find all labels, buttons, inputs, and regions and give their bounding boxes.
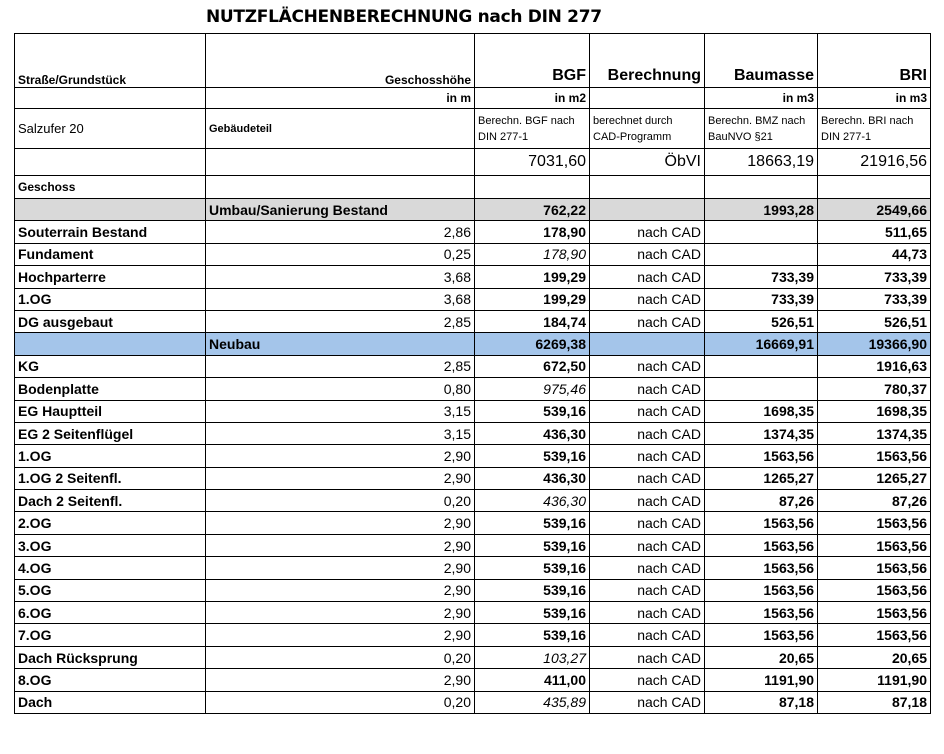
floor-bgf: 199,29: [475, 288, 590, 310]
group-empty: [15, 333, 206, 355]
floor-name: Fundament: [15, 243, 206, 265]
floor-name: 1.OG 2 Seitenfl.: [15, 467, 206, 489]
gebaeudeteil-label: Gebäudeteil: [206, 109, 475, 149]
floor-bri: 1563,56: [818, 602, 931, 624]
notes-row: [15, 109, 931, 149]
table-row: [15, 490, 931, 512]
floor-baumasse: 1563,56: [705, 579, 818, 601]
floor-name: DG ausgebaut: [15, 310, 206, 332]
address: Salzufer 20: [15, 109, 206, 149]
floor-height: 2,86: [206, 221, 475, 243]
table-row: [15, 378, 931, 400]
floor-berechnung: nach CAD: [590, 579, 705, 601]
floor-berechnung: nach CAD: [590, 445, 705, 467]
floor-baumasse: [705, 378, 818, 400]
floor-height: 2,90: [206, 534, 475, 556]
floor-bgf: 539,16: [475, 400, 590, 422]
floor-berechnung: nach CAD: [590, 602, 705, 624]
floor-height: 0,20: [206, 691, 475, 713]
floor-bri: 1563,56: [818, 624, 931, 646]
floor-berechnung: nach CAD: [590, 221, 705, 243]
table-row: [15, 602, 931, 624]
header-bgf: BGF: [475, 34, 590, 88]
floor-baumasse: 1191,90: [705, 669, 818, 691]
floor-name: 5.OG: [15, 579, 206, 601]
note-bgf: Berechn. BGF nach DIN 277-1: [475, 109, 590, 149]
floor-bri: 733,39: [818, 288, 931, 310]
floor-berechnung: nach CAD: [590, 467, 705, 489]
floor-height: 0,20: [206, 490, 475, 512]
table-row: [15, 355, 931, 377]
floor-berechnung: nach CAD: [590, 512, 705, 534]
floor-bri: 1563,56: [818, 512, 931, 534]
group-bgf: 762,22: [475, 199, 590, 221]
floor-berechnung: nach CAD: [590, 534, 705, 556]
page-title: NUTZFLÄCHENBERECHNUNG nach DIN 277: [206, 7, 602, 27]
floor-height: 2,85: [206, 310, 475, 332]
floor-berechnung: nach CAD: [590, 669, 705, 691]
floor-baumasse: 1698,35: [705, 400, 818, 422]
floor-height: 2,90: [206, 467, 475, 489]
group-name: Umbau/Sanierung Bestand: [206, 199, 475, 221]
floor-name: Dach Rücksprung: [15, 646, 206, 668]
floor-berechnung: nach CAD: [590, 624, 705, 646]
total-baumasse: 18663,19: [705, 149, 818, 176]
unit-hoehe: in m: [206, 88, 475, 109]
floor-berechnung: nach CAD: [590, 557, 705, 579]
floor-berechnung: nach CAD: [590, 490, 705, 512]
total-bgf: 7031,60: [475, 149, 590, 176]
floor-height: 0,80: [206, 378, 475, 400]
group-berechnung-empty: [590, 199, 705, 221]
floor-name: Dach: [15, 691, 206, 713]
floor-bri: 1563,56: [818, 579, 931, 601]
note-baumasse: Berechn. BMZ nach BauNVO §21: [705, 109, 818, 149]
floor-baumasse: 1563,56: [705, 512, 818, 534]
floor-berechnung: nach CAD: [590, 400, 705, 422]
table-row: [15, 534, 931, 556]
floor-bri: 1191,90: [818, 669, 931, 691]
floor-baumasse: [705, 221, 818, 243]
group-berechnung-empty: [590, 333, 705, 355]
floor-bgf: 199,29: [475, 266, 590, 288]
floor-baumasse: 20,65: [705, 646, 818, 668]
totals-empty-1: [15, 149, 206, 176]
total-berechnung: ÖbVI: [590, 149, 705, 176]
table-row: [15, 288, 931, 310]
floor-height: 2,90: [206, 557, 475, 579]
unit-berechnung-empty: [590, 88, 705, 109]
header-baumasse: Baumasse: [705, 34, 818, 88]
floor-bri: 1563,56: [818, 557, 931, 579]
total-bri: 21916,56: [818, 149, 931, 176]
floor-bgf: 539,16: [475, 512, 590, 534]
floor-berechnung: nach CAD: [590, 355, 705, 377]
table-row: [15, 624, 931, 646]
table-row: [15, 691, 931, 713]
floor-height: 3,15: [206, 422, 475, 444]
floor-baumasse: 1265,27: [705, 467, 818, 489]
floor-berechnung: nach CAD: [590, 422, 705, 444]
floor-bri: 1698,35: [818, 400, 931, 422]
floor-baumasse: 1563,56: [705, 557, 818, 579]
floor-baumasse: 87,26: [705, 490, 818, 512]
note-bri: Berechn. BRI nach DIN 277-1: [818, 109, 931, 149]
group-baumasse: 1993,28: [705, 199, 818, 221]
header-bri: BRI: [818, 34, 931, 88]
floor-bgf: 436,30: [475, 422, 590, 444]
units-row: [15, 88, 931, 109]
geschoss-empty-3: [590, 176, 705, 199]
floor-bri: 44,73: [818, 243, 931, 265]
table-row: [15, 221, 931, 243]
area-calculation-table: [14, 33, 931, 714]
floor-bgf: 975,46: [475, 378, 590, 400]
floor-bgf: 184,74: [475, 310, 590, 332]
totals-empty-2: [206, 149, 475, 176]
floor-bri: 511,65: [818, 221, 931, 243]
floor-name: EG 2 Seitenflügel: [15, 422, 206, 444]
floor-berechnung: nach CAD: [590, 266, 705, 288]
header-geschosshoehe: Geschosshöhe: [206, 34, 475, 88]
floor-bgf: 103,27: [475, 646, 590, 668]
floor-bgf: 539,16: [475, 602, 590, 624]
table-row: [15, 310, 931, 332]
table-row: [15, 646, 931, 668]
floor-bgf: 539,16: [475, 579, 590, 601]
floor-height: 2,90: [206, 602, 475, 624]
floor-berechnung: nach CAD: [590, 691, 705, 713]
floor-height: 3,68: [206, 288, 475, 310]
floor-bri: 1374,35: [818, 422, 931, 444]
floor-bgf: 672,50: [475, 355, 590, 377]
floor-height: 0,25: [206, 243, 475, 265]
table-row: [15, 467, 931, 489]
floor-name: 8.OG: [15, 669, 206, 691]
floor-name: 7.OG: [15, 624, 206, 646]
floor-bri: 1916,63: [818, 355, 931, 377]
floor-height: 2,90: [206, 624, 475, 646]
floor-bri: 87,26: [818, 490, 931, 512]
floor-baumasse: 733,39: [705, 266, 818, 288]
floor-baumasse: 1374,35: [705, 422, 818, 444]
floor-height: 2,90: [206, 445, 475, 467]
floor-berechnung: nach CAD: [590, 378, 705, 400]
geschoss-empty-5: [818, 176, 931, 199]
table-row: [15, 243, 931, 265]
floor-bgf: 539,16: [475, 624, 590, 646]
floor-name: 3.OG: [15, 534, 206, 556]
geschoss-empty-1: [206, 176, 475, 199]
floor-berechnung: nach CAD: [590, 288, 705, 310]
header-strasse: Straße/Grundstück: [15, 34, 206, 88]
group-bgf: 6269,38: [475, 333, 590, 355]
floor-baumasse: 733,39: [705, 288, 818, 310]
floor-name: 2.OG: [15, 512, 206, 534]
floor-bgf: 436,30: [475, 490, 590, 512]
floor-name: 1.OG: [15, 445, 206, 467]
geschoss-label: Geschoss: [15, 176, 206, 199]
header-row: [15, 34, 931, 88]
floor-bgf: 436,30: [475, 467, 590, 489]
floor-height: 0,20: [206, 646, 475, 668]
floor-berechnung: nach CAD: [590, 243, 705, 265]
note-berechnung: berechnet durch CAD-Programm: [590, 109, 705, 149]
group-row: [15, 333, 931, 355]
floor-baumasse: 1563,56: [705, 534, 818, 556]
floor-height: 2,90: [206, 579, 475, 601]
floor-baumasse: [705, 243, 818, 265]
table-row: [15, 512, 931, 534]
group-empty: [15, 199, 206, 221]
floor-baumasse: 1563,56: [705, 445, 818, 467]
floor-bri: 780,37: [818, 378, 931, 400]
floor-baumasse: 1563,56: [705, 602, 818, 624]
geschoss-empty-4: [705, 176, 818, 199]
table-row: [15, 579, 931, 601]
group-bri: 19366,90: [818, 333, 931, 355]
floor-height: 2,90: [206, 512, 475, 534]
floor-bgf: 178,90: [475, 243, 590, 265]
floor-height: 3,68: [206, 266, 475, 288]
group-row: [15, 199, 931, 221]
group-baumasse: 16669,91: [705, 333, 818, 355]
header-berechnung: Berechnung: [590, 34, 705, 88]
floor-height: 2,85: [206, 355, 475, 377]
floor-baumasse: 526,51: [705, 310, 818, 332]
floor-bgf: 411,00: [475, 669, 590, 691]
floor-bri: 1563,56: [818, 534, 931, 556]
unit-bri: in m3: [818, 88, 931, 109]
table-row: [15, 557, 931, 579]
geschoss-empty-2: [475, 176, 590, 199]
floor-name: Souterrain Bestand: [15, 221, 206, 243]
floor-name: 1.OG: [15, 288, 206, 310]
table-row: [15, 266, 931, 288]
floor-bgf: 539,16: [475, 534, 590, 556]
floor-berechnung: nach CAD: [590, 646, 705, 668]
floor-berechnung: nach CAD: [590, 310, 705, 332]
floor-baumasse: 87,18: [705, 691, 818, 713]
floor-height: 2,90: [206, 669, 475, 691]
floor-bri: 20,65: [818, 646, 931, 668]
unit-baumasse: in m3: [705, 88, 818, 109]
floor-name: EG Hauptteil: [15, 400, 206, 422]
floor-bgf: 435,89: [475, 691, 590, 713]
floor-bri: 87,18: [818, 691, 931, 713]
units-empty: [15, 88, 206, 109]
floor-bgf: 178,90: [475, 221, 590, 243]
floor-bri: 1265,27: [818, 467, 931, 489]
table-row: [15, 445, 931, 467]
floor-baumasse: 1563,56: [705, 624, 818, 646]
floor-name: KG: [15, 355, 206, 377]
floor-bgf: 539,16: [475, 557, 590, 579]
floor-bri: 526,51: [818, 310, 931, 332]
table-row: [15, 422, 931, 444]
floor-bri: 1563,56: [818, 445, 931, 467]
floor-bgf: 539,16: [475, 445, 590, 467]
unit-bgf: in m2: [475, 88, 590, 109]
floor-height: 3,15: [206, 400, 475, 422]
floor-name: 4.OG: [15, 557, 206, 579]
group-bri: 2549,66: [818, 199, 931, 221]
totals-row: [15, 149, 931, 176]
floor-name: 6.OG: [15, 602, 206, 624]
floor-name: Hochparterre: [15, 266, 206, 288]
floor-name: Dach 2 Seitenfl.: [15, 490, 206, 512]
floor-baumasse: [705, 355, 818, 377]
geschoss-row: [15, 176, 931, 199]
table-row: [15, 400, 931, 422]
table-row: [15, 669, 931, 691]
group-name: Neubau: [206, 333, 475, 355]
floor-name: Bodenplatte: [15, 378, 206, 400]
floor-bri: 733,39: [818, 266, 931, 288]
